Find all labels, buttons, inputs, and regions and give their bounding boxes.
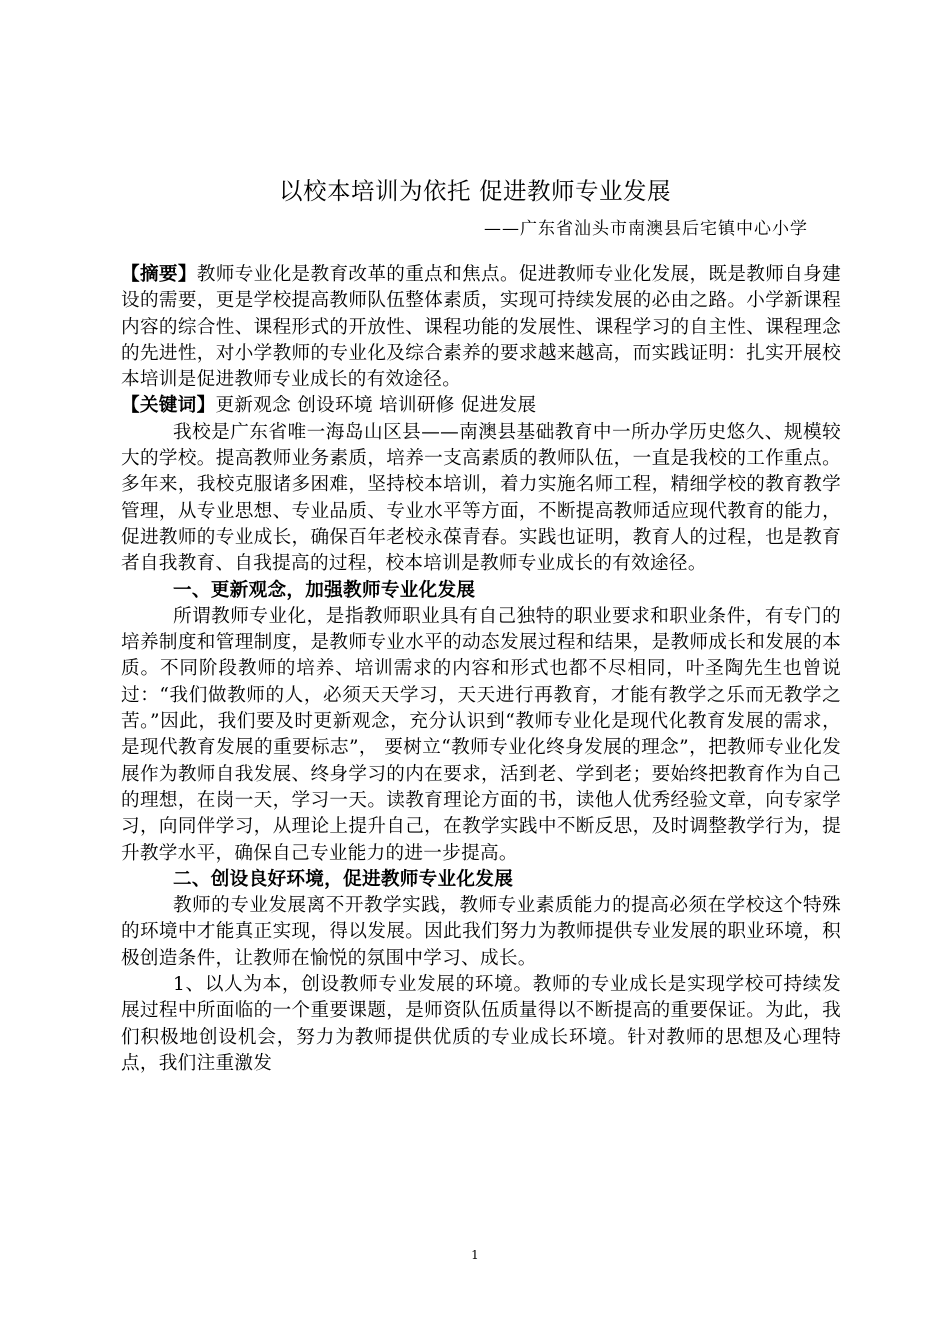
keywords-text: 更新观念 创设环境 培训研修 促进发展 <box>215 395 537 417</box>
intro-paragraph: 我校是广东省唯一海岛山区县——南澳县基础教育中一所办学历史悠久、规模较大的学校。提高教师业务素质，培养一支高素质的教师队伍，一直是我校的工作重点。多年来，我校克服诸多困难，坚持校本培训，着力实施名师工程，精细学校的教育教学管理，从专业思想、专业品质、专业水平等方面，不断提高教师适应现代教育的能力，促进教师的专业成长，确保百年老校永葆青春。实践也证明，教育人的过程，也是教育者自我教育、自我提高的过程，校本培训是教师专业成长的有效途径。 <box>121 421 841 575</box>
section-2-paragraph: 教师的专业发展离不开教学实践，教师专业素质能力的提高必须在学校这个特殊的环境中才能真正实现，得以发展。因此我们努力为教师提供专业发展的职业环境，积极创造条件，让教师在愉悦的氛围中学习、成长。 <box>121 895 841 969</box>
document-title: 以校本培训为依托 促进教师专业发展 <box>279 177 671 205</box>
section-heading-1: 一、更新观念，加强教师专业化发展 <box>173 579 476 601</box>
keywords-paragraph <box>121 393 841 419</box>
section-heading-2: 二、创设良好环境，促进教师专业化发展 <box>173 868 514 890</box>
section-1-paragraph: 所谓教师专业化，是指教师职业具有自己独特的职业要求和职业条件，有专门的培养制度和管理制度，是教师专业水平的动态发展过程和结果，是教师成长和发展的本质。不同阶段教师的培养、培训需求的内容和形式也都不尽相同，叶圣陶先生也曾说过：“我们做教师的人，必须天天学习，天天进行再教育，才能有教学之乐而无教学之苦。”因此，我们要及时更新观念，充分认识到“教师专业化是现代化教育发展的需求，是现代教育发展的重要标志”， 要树立“教师专业化终身发展的理念”，把教师专业化发展作为教师自我发展、终身学习的内在要求，活到老、学到老；要始终把教育作为自己的理想，在岗一天，学习一天。读教育理论方面的书，读他人优秀经验文章，向专家学习，向同伴学习，从理论上提升自己，在教学实践中不断反思，及时调整教学行为，提升教学水平，确保自己专业能力的进一步提高。 <box>121 605 841 864</box>
document-body <box>121 262 841 1077</box>
section-2-item-1-paragraph: 1、以人为本，创设教师专业发展的环境。教师的专业成长是实现学校可持续发展过程中所面临的一个重要课题，是师资队伍质量得以不断提高的重要保证。为此，我们积极地创设机会，努力为教师提供优质的专业成长环境。针对教师的思想及心理特点，我们注重激发 <box>121 974 841 1074</box>
keywords-label: 【关键词】 <box>121 395 216 417</box>
page-number: 1 <box>471 1248 479 1262</box>
document-subtitle: ——广东省汕头市南澳县后宅镇中心小学 <box>484 219 808 239</box>
abstract-label: 【摘要】 <box>121 264 197 285</box>
abstract-paragraph <box>121 262 841 393</box>
abstract-text: 教师专业化是教育改革的重点和焦点。促进教师专业化发展，既是教师自身建设的需要，更是学校提高教师队伍整体素质，实现可持续发展的必由之路。小学新课程内容的综合性、课程形式的开放性、课程功能的发展性、课程学习的自主性、课程理念的先进性，对小学教师的专业化及综合素养的要求越来越高，而实践证明：扎实开展校本培训是促进教师专业成长的有效途径。 <box>121 264 841 391</box>
